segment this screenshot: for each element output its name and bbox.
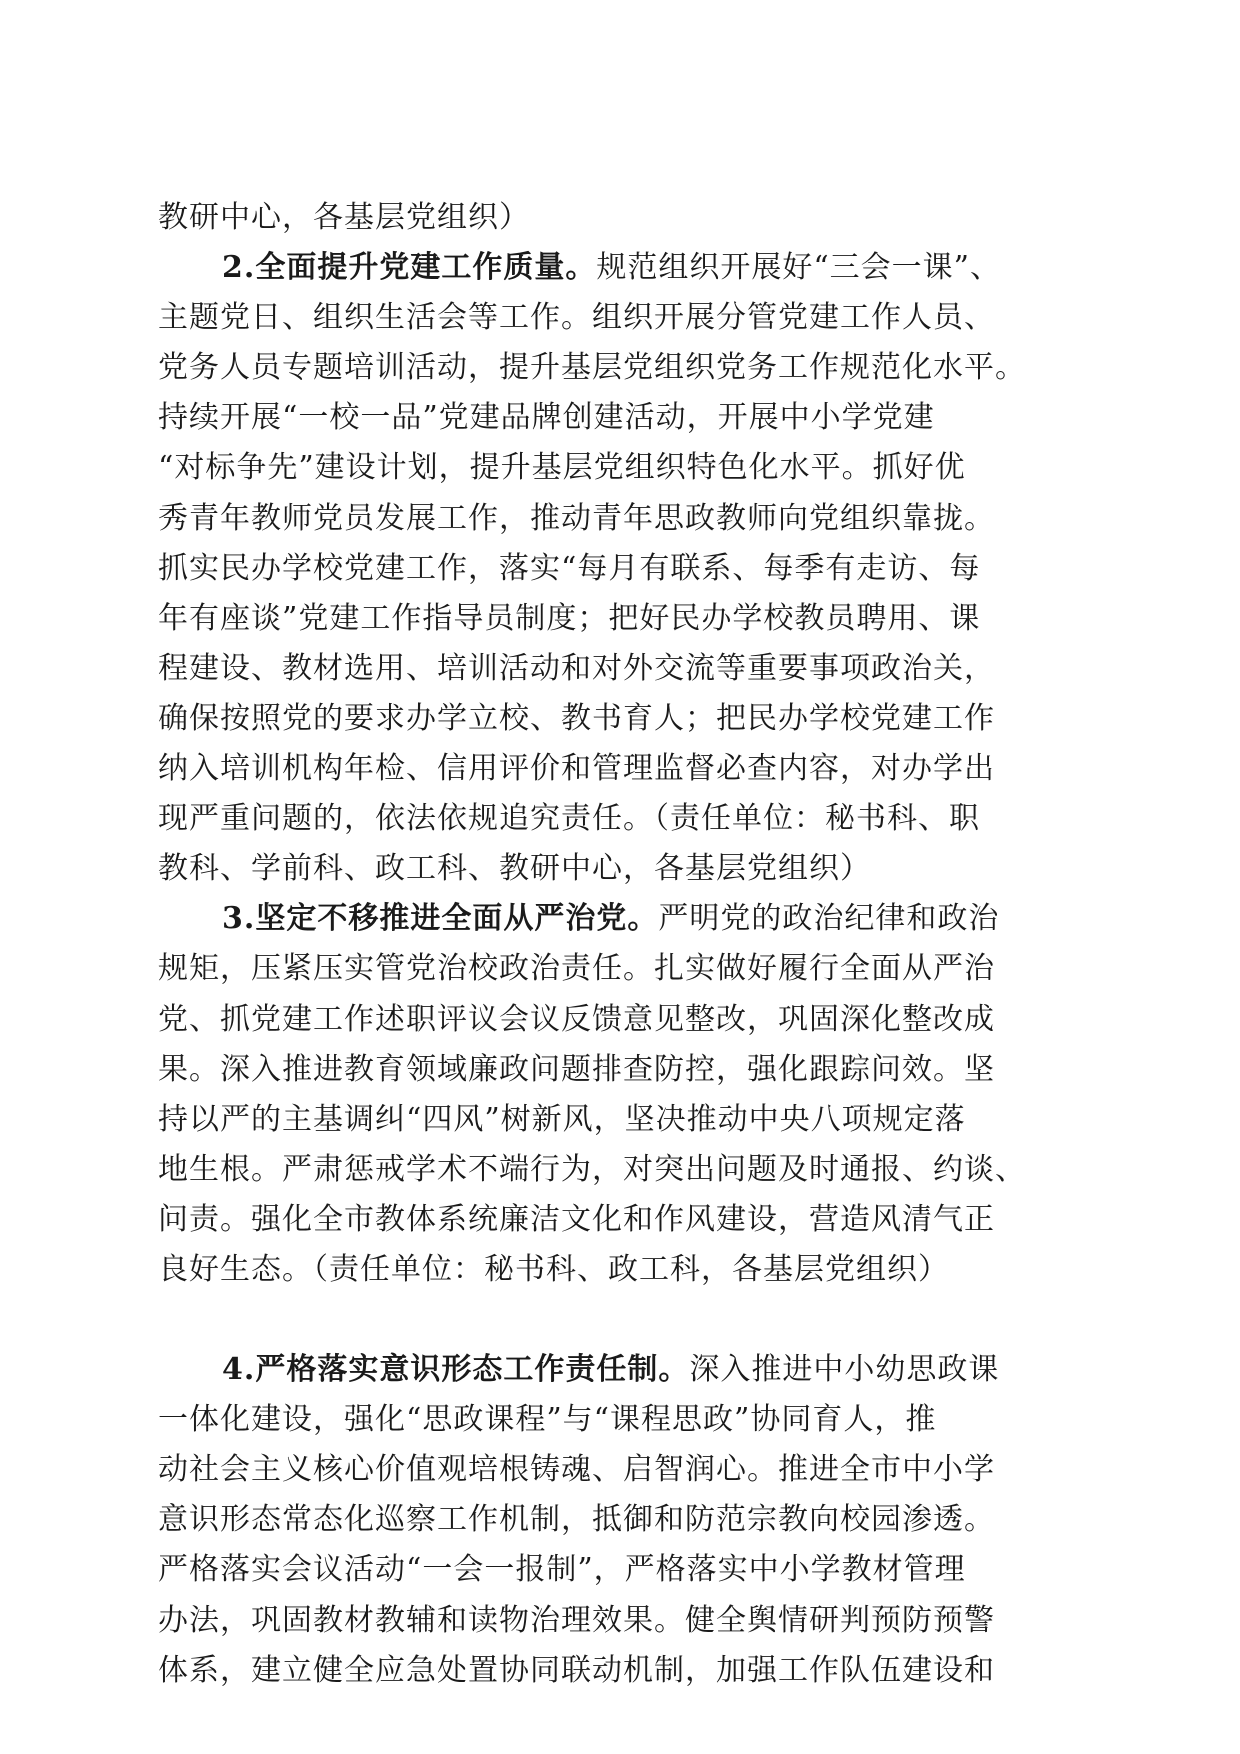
section3-line: 果。深入推进教育领域廉政问题排查防控，强化跟踪问效。坚 xyxy=(158,1051,995,1087)
section3-first-line xyxy=(158,894,1080,944)
section2-line: 纳入培训机构年检、信用评价和管理监督必查内容，对办学出 xyxy=(158,751,995,787)
section2-line: 教科、学前科、政工科、教研中心，各基层党组织） xyxy=(158,851,871,887)
section3-line: 规矩，压紧压实管党治校政治责任。扎实做好履行全面从严治 xyxy=(158,951,995,987)
section2-heading: 2.全面提升党建工作质量。 xyxy=(222,250,597,286)
section2-line: 持续开展“一校一品”党建品牌创建活动，开展中小学党建 xyxy=(158,400,935,436)
section4-line: 体系，建立健全应急处置协同联动机制，加强工作队伍建设和 xyxy=(158,1652,995,1688)
section3-line: 严明党的政治纪律和政治 xyxy=(658,901,1000,937)
section3-line: 良好生态。（责任单位：秘书科、政工科，各基层党组织） xyxy=(158,1251,949,1287)
document-body xyxy=(158,193,1080,1696)
section2-line: “对标争先”建设计划，提升基层党组织特色化水平。抓好优 xyxy=(158,450,966,486)
section2-line: 主题党日、组织生活会等工作。组织开展分管党建工作人员、 xyxy=(158,300,995,336)
section2-line: 规范组织开展好“三会一课”、 xyxy=(596,250,1002,286)
section4-line: 动社会主义核心价值观培根铸魂、启智润心。推进全市中小学 xyxy=(158,1452,995,1488)
section2-line: 抓实民办学校党建工作，落实“每月有联系、每季有走访、每 xyxy=(158,550,981,586)
intro-line: 教研中心，各基层党组织） xyxy=(158,200,530,235)
section4-line: 严格落实会议活动“一会一报制”，严格落实中小学教材管理 xyxy=(158,1552,966,1588)
section2-line: 年有座谈”党建工作指导员制度；把好民办学校教员聘用、课 xyxy=(158,600,981,636)
section3-line: 党、抓党建工作述职评议会议反馈意见整改，巩固深化整改成 xyxy=(158,1001,995,1037)
section3-heading: 3.坚定不移推进全面从严治党。 xyxy=(222,901,659,937)
section2-line: 党务人员专题培训活动，提升基层党组织党务工作规范化水平。 xyxy=(158,350,1026,386)
section2-first-line xyxy=(158,243,1080,293)
section3-line: 地生根。严肃惩戒学术不端行为，对突出问题及时通报、约谈、 xyxy=(158,1151,1026,1187)
section3-line: 持以严的主基调纠“四风”树新风，坚决推动中央八项规定落 xyxy=(158,1101,966,1137)
section2-line: 秀青年教师党员发展工作，推动青年思政教师向党组织靠拢。 xyxy=(158,500,995,536)
section2-line: 确保按照党的要求办学立校、教书育人；把民办学校党建工作 xyxy=(158,700,995,736)
section4-line: 一体化建设，强化“思政课程”与“课程思政”协同育人，推 xyxy=(158,1402,937,1438)
section4-line: 深入推进中小幼思政课 xyxy=(689,1352,1000,1388)
section4-line: 意识形态常态化巡察工作机制，抵御和防范宗教向校园渗透。 xyxy=(158,1502,995,1538)
section4-line: 办法，巩固教材教辅和读物治理效果。健全舆情研判预防预警 xyxy=(158,1602,995,1638)
section2-line: 程建设、教材选用、培训活动和对外交流等重要事项政治关， xyxy=(158,650,995,686)
paragraph-gap xyxy=(158,1295,1080,1345)
section4-heading: 4.严格落实意识形态工作责任制。 xyxy=(222,1352,690,1388)
section2-line: 现严重问题的，依法依规追究责任。（责任单位：秘书科、职 xyxy=(158,801,980,837)
section3-line: 问责。强化全市教体系统廉洁文化和作风建设，营造风清气正 xyxy=(158,1201,995,1237)
section4-first-line xyxy=(158,1345,1080,1395)
